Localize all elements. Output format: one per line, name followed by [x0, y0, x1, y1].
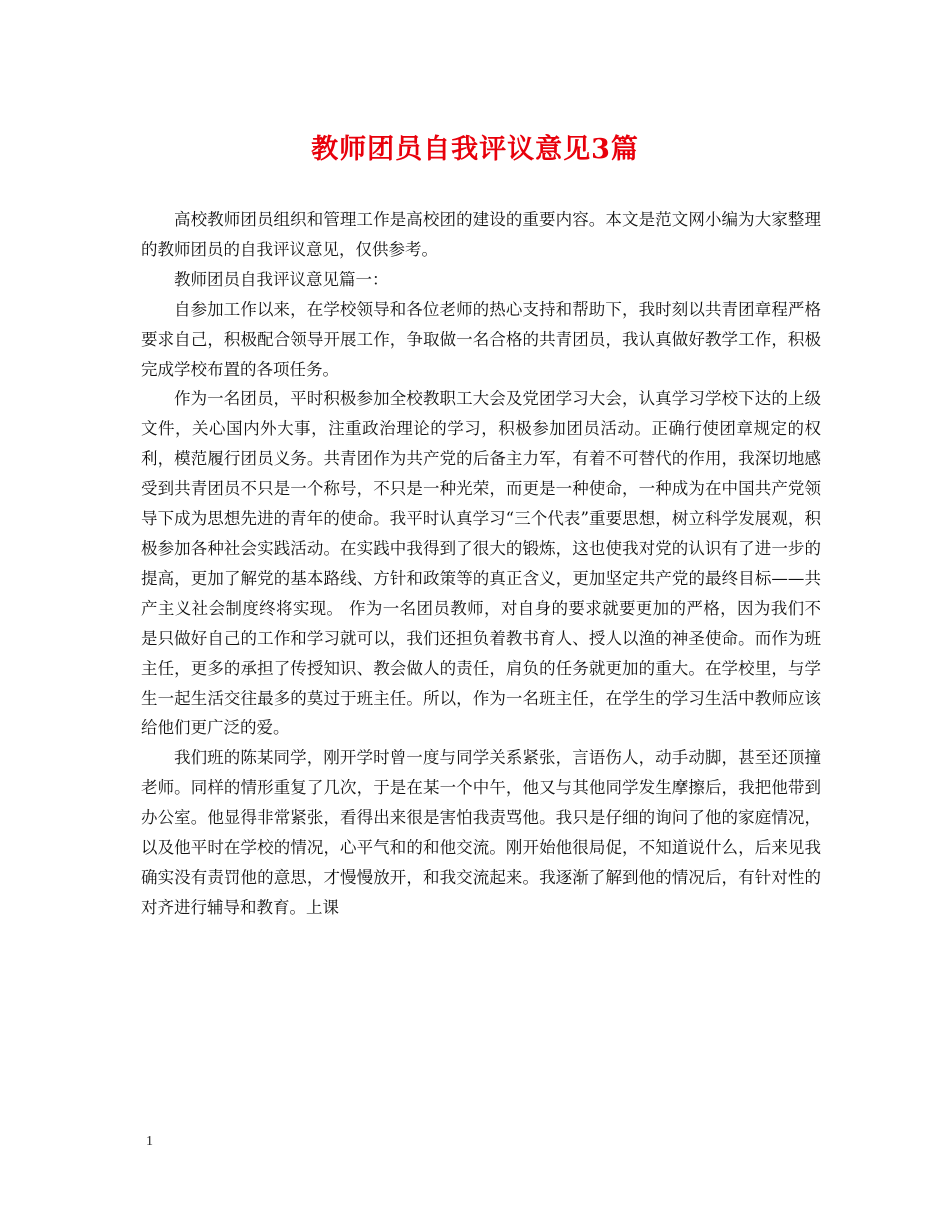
- page-title: 教师团员自我评议意见3篇: [311, 134, 639, 165]
- paragraph-2: 作为一名团员，平时积极参加全校教职工大会及党团学习大会，认真学习学校下达的上级文件，关心国内外大事，注重政治理论的学习，积极参加团员活动。正确行使团章规定的权利，模范履行团员义务。共青团作为共产党的后备主力军，有着不可替代的作用，我深切地感受到共青团员不只是一个称号，不只是一种光荣，而更是一种使命，一种成为在中国共产党领导下成为思想先进的青年的使命。我平时认真学习“三个代表”重要思想，树立科学发展观，积极参加各种社会实践活动。在实践中我得到了很大的锻炼，这也使我对党的认识有了进一步的提高，更加了解党的基本路线、方针和政策等的真正含义，更加坚定共产党的最终目标——共产主义社会制度终将实现。 作为一名团员教师，对自身的要求就要更加的严格，因为我们不是只做好自己的工作和学习就可以，我们还担负着教书育人、授人以渔的神圣使命。而作为班主任，更多的承担了传授知识、教会做人的责任，肩负的任务就更加的重大。在学校里，与学生一起生活交往最多的莫过于班主任。所以，作为一名班主任，在学生的学习生活中教师应该给他们更广泛的爱。: [141, 389, 821, 738]
- page-number: 1: [146, 1134, 153, 1149]
- paragraph-1: 自参加工作以来，在学校领导和各位老师的热心支持和帮助下，我时刻以共青团章程严格要求自己，积极配合领导开展工作，争取做一名合格的共青团员，我认真做好教学工作，积极完成学校布置的各项任务。: [141, 299, 821, 379]
- paragraph-intro: 高校教师团员组织和管理工作是高校团的建设的重要内容。本文是范文网小编为大家整理的教师团员的自我评议意见，仅供参考。: [141, 210, 821, 259]
- paragraph-3: 我们班的陈某同学，刚开学时曾一度与同学关系紧张，言语伤人，动手动脚，甚至还顶撞老师。同样的情形重复了几次，于是在某一个中午，他又与其他同学发生摩擦后，我把他带到办公室。他显得非常紧张，看得出来很是害怕我责骂他。我只是仔细的询问了他的家庭情况，以及他平时在学校的情况，心平气和的和他交流。刚开始他很局促，不知道说什么，后来见我确实没有责罚他的意思，才慢慢放开，和我交流起来。我逐渐了解到他的情况后，有针对性的对齐进行辅导和教育。上课: [141, 748, 821, 917]
- body-text: [141, 205, 821, 923]
- paragraph-section-heading: 教师团员自我评议意见篇一：: [174, 269, 389, 289]
